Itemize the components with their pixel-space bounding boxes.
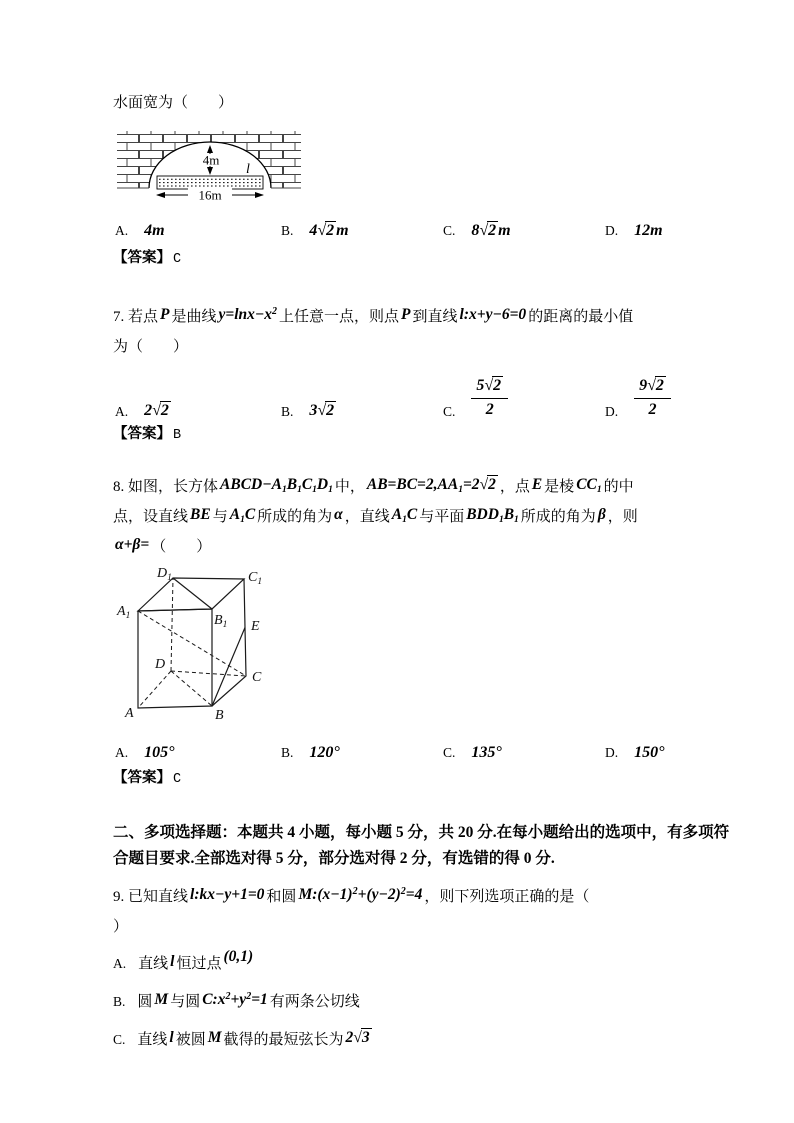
top-face: [138, 578, 244, 611]
diagonal-D1B1: [173, 578, 212, 609]
text-fragment: 直线: [137, 1032, 168, 1048]
q9-option-c: C. 直线 l 被圆 M 截得的最短弦长为 2√3: [113, 1024, 696, 1056]
text-fragment: 的中: [603, 479, 634, 495]
math-fragment: $A_1C$: [391, 506, 418, 525]
front-face: [138, 609, 212, 708]
text-fragment: ，则: [607, 509, 638, 525]
section2-header-line2: 合题目要求.全部选对得 5 分，部分选对得 2 分，有选错的得 0 分.: [113, 850, 555, 867]
math-fragment: M: [154, 991, 169, 1008]
math-fragment: $BDD_1B_1$: [466, 506, 519, 525]
math-fragment: E: [531, 476, 543, 493]
q8-option-d: D. 150°: [605, 744, 665, 761]
math-fragment: P: [160, 306, 170, 323]
text-fragment: 有两条公切线: [269, 994, 360, 1010]
math-fragment: l:kx−y+1=0: [190, 886, 265, 903]
q7-options-row: [113, 362, 696, 420]
q7-option-b: B. 3√2: [281, 401, 338, 420]
text-fragment: 和圆: [266, 889, 297, 905]
math-fragment: l: [169, 1029, 174, 1046]
q9-option-b: B. 圆 M 与圆 $C:x^2+y^2=1$ 有两条公切线: [113, 986, 696, 1018]
q7-option-c: C. $\frac{5√2}{2}$: [443, 376, 510, 420]
text-fragment: 截得的最短弦长为: [223, 1032, 344, 1048]
option-value: 105°: [144, 744, 175, 761]
width-label: 16m: [198, 187, 222, 203]
text-fragment: 是曲线: [171, 309, 217, 325]
vertex-label-D: D: [155, 657, 166, 672]
q7-answer: 【答案】 B: [113, 426, 182, 443]
math-fragment: M: [207, 1029, 222, 1046]
q6-option-b: B. 4√2 m: [281, 222, 349, 239]
math-fragment: α+β=: [115, 536, 150, 553]
text-fragment: 所成的角为: [520, 509, 596, 525]
q8-stem-line1: [113, 472, 696, 502]
math-fragment: l:x+y−6=0: [459, 306, 527, 323]
vertex-label-E: E: [251, 619, 260, 634]
math-fragment: α: [334, 506, 343, 523]
vertex-label-A: A: [125, 706, 134, 721]
diagonal-DB: [171, 671, 212, 706]
option-value: 135°: [471, 744, 502, 761]
option-value: 12m: [634, 222, 663, 239]
q8-option-b: B. 120°: [281, 744, 340, 761]
math-fragment: $ABCD-A_1B_1C_1D_1$: [220, 476, 333, 495]
math-fragment: $A_1C$: [229, 506, 256, 525]
bridge-arch-figure: [115, 126, 305, 204]
q9-stem-line1: [113, 882, 696, 912]
vertex-label-A1: $A_1$: [117, 604, 131, 621]
math-fragment: $M:(x-1)^2+(y-2)^2=4$: [298, 886, 423, 903]
vertex-label-C1: $C_1$: [248, 570, 263, 587]
segment-BE: [212, 628, 245, 707]
option-value: 8√2 m: [471, 222, 511, 239]
text-fragment: 上任意一点，则点: [279, 309, 400, 325]
q9-option-a: A. 直线 l 恒过点 (0,1): [113, 948, 696, 980]
option-text: [137, 986, 359, 1018]
text-fragment: 到直线: [412, 309, 458, 325]
option-value: 150°: [634, 744, 665, 761]
math-fragment: β: [597, 506, 606, 523]
option-value: 4m: [144, 222, 165, 239]
right-face-edges: [212, 579, 246, 706]
fraction: $\frac{5√2}{2}$: [469, 376, 510, 420]
vertex-label-B: B: [215, 708, 224, 723]
vertex-label-B1: $B_1$: [214, 613, 228, 630]
math-fragment: (0,1): [223, 948, 254, 965]
q9-stem-line2: [113, 912, 696, 942]
vertex-label-D1: $D_1$: [157, 566, 172, 583]
q8-option-c: C. 135°: [443, 744, 502, 761]
q7-stem-line2: [113, 332, 696, 362]
cuboid-figure: [113, 564, 328, 732]
text-fragment: 点，设直线: [113, 509, 189, 525]
option-text: [138, 948, 255, 980]
text-fragment: 直线: [138, 956, 169, 972]
math-fragment: l: [170, 953, 175, 970]
text-fragment: 与平面: [419, 509, 465, 525]
math-fragment: $y=\ln x-x^2$: [218, 306, 278, 323]
q6-answer: 【答案】 C: [113, 250, 182, 267]
q7-stem-line1: [113, 302, 696, 332]
q6-option-a: A. 4m: [115, 222, 165, 239]
arrowhead-left-icon: [156, 192, 165, 198]
text-fragment: 所成的角为: [257, 509, 333, 525]
waterline-label: l: [246, 162, 250, 177]
text-fragment: ，点: [499, 479, 530, 495]
text-fragment: 为（ ）: [113, 339, 189, 355]
q8-stem-line3: [113, 532, 696, 562]
option-value: 2√2: [144, 402, 169, 419]
q7-option-d: D. $\frac{9√2}{2}$: [605, 376, 673, 420]
text-fragment: ，直线: [344, 509, 390, 525]
arrowhead-right-icon: [255, 192, 264, 198]
option-value: 4√2 m: [309, 222, 349, 239]
text-fragment: 与: [212, 509, 228, 525]
math-fragment: $C:x^2+y^2=1$: [202, 991, 268, 1008]
edge-DD1: [171, 578, 173, 671]
vertex-label-C: C: [252, 670, 262, 685]
option-text: [137, 1024, 373, 1056]
text-fragment: 7. 若点: [113, 309, 159, 325]
height-label: 4m: [202, 152, 220, 168]
q6-option-c: C. 8√2 m: [443, 222, 511, 239]
text-fragment: ）: [113, 919, 129, 935]
math-fragment: P: [401, 306, 411, 323]
q8-options-row: [113, 738, 696, 762]
text-fragment: 中，: [334, 479, 365, 495]
edge-DC: [171, 671, 246, 676]
q6-options-row: [113, 216, 696, 240]
q8-answer: 【答案】 C: [113, 770, 182, 787]
text-fragment: 被圆: [175, 1032, 206, 1048]
text-fragment: ，则下列选项正确的是（: [424, 889, 590, 905]
text-fragment: 8. 如图，长方体: [113, 479, 219, 495]
text-fragment: 与圆: [170, 994, 201, 1010]
q6-option-d: D. 12m: [605, 222, 663, 239]
section2-header-line1: 二、多项选择题：本题共 4 小题，每小题 5 分，共 20 分.在每小题给出的选项中，有多项符: [113, 824, 730, 841]
text-fragment: 的距离的最小值: [528, 309, 634, 325]
option-value: 3√2: [309, 402, 335, 419]
q6-stem-tail: 水面宽为（ ）: [113, 95, 234, 111]
text-fragment: 是棱: [544, 479, 575, 495]
math-fragment: 2√3: [345, 1029, 370, 1046]
hidden-edges: [138, 578, 246, 708]
math-fragment: $AB=BC=2,AA_1=2√2$: [366, 476, 496, 495]
q7-option-a: A. 2√2: [115, 401, 173, 420]
fraction: $\frac{9√2}{2}$: [632, 376, 673, 420]
text-fragment: （ ）: [151, 539, 212, 555]
text-fragment: 9. 已知直线: [113, 889, 189, 905]
edge-DA: [138, 671, 171, 708]
text-fragment: 恒过点: [176, 956, 222, 972]
text-fragment: 圆: [137, 994, 153, 1010]
option-value: 120°: [309, 744, 340, 761]
math-fragment: $CC_1$: [576, 476, 602, 495]
math-fragment: BE: [190, 506, 211, 523]
q8-option-a: A. 105°: [115, 744, 175, 761]
q8-stem-line2: [113, 502, 696, 532]
